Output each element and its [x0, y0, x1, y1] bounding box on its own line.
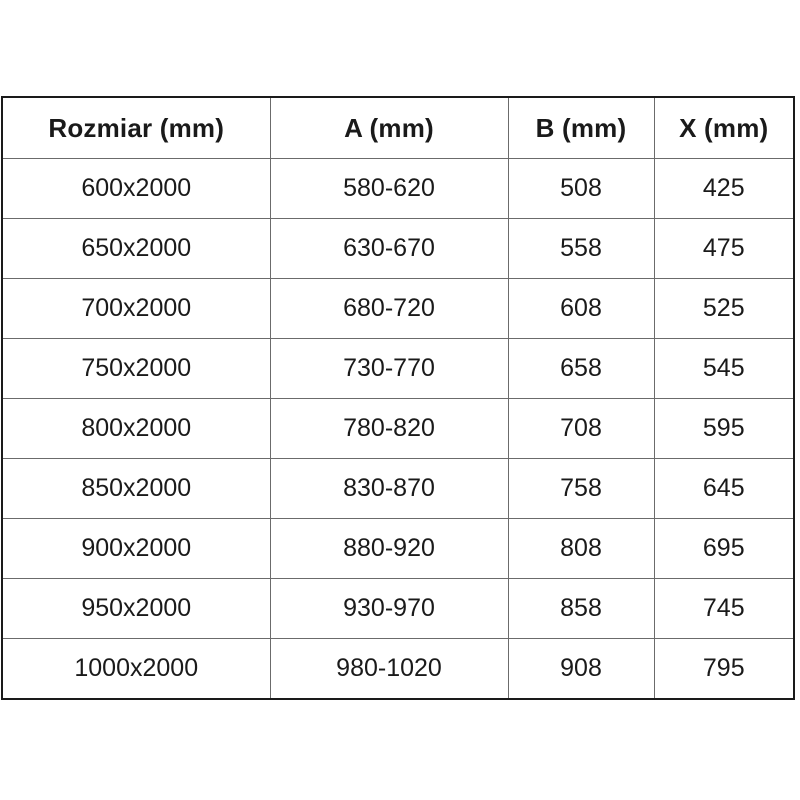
table-row: [2, 219, 794, 279]
table-cell: 880-920: [270, 519, 508, 579]
table-cell: 475: [654, 219, 794, 279]
table-cell: 1000x2000: [2, 639, 270, 700]
table-cell: 580-620: [270, 159, 508, 219]
table-row: [2, 639, 794, 700]
table-cell: 800x2000: [2, 399, 270, 459]
size-table-body: [2, 159, 794, 700]
table-cell: 695: [654, 519, 794, 579]
column-header: B (mm): [508, 97, 654, 159]
header-row: [2, 97, 794, 159]
table-cell: 980-1020: [270, 639, 508, 700]
size-table-header: [2, 97, 794, 159]
table-cell: 700x2000: [2, 279, 270, 339]
table-cell: 730-770: [270, 339, 508, 399]
column-header: Rozmiar (mm): [2, 97, 270, 159]
table-cell: 908: [508, 639, 654, 700]
table-cell: 930-970: [270, 579, 508, 639]
table-cell: 608: [508, 279, 654, 339]
table-row: [2, 519, 794, 579]
table-cell: 758: [508, 459, 654, 519]
table-cell: 830-870: [270, 459, 508, 519]
column-header: X (mm): [654, 97, 794, 159]
table-row: [2, 159, 794, 219]
table-cell: 645: [654, 459, 794, 519]
table-cell: 558: [508, 219, 654, 279]
table-cell: 425: [654, 159, 794, 219]
table-row: [2, 579, 794, 639]
table-row: [2, 279, 794, 339]
table-row: [2, 339, 794, 399]
table-cell: 650x2000: [2, 219, 270, 279]
table-cell: 795: [654, 639, 794, 700]
table-cell: 950x2000: [2, 579, 270, 639]
table-cell: 600x2000: [2, 159, 270, 219]
table-cell: 708: [508, 399, 654, 459]
table-cell: 745: [654, 579, 794, 639]
table-cell: 595: [654, 399, 794, 459]
table-cell: 900x2000: [2, 519, 270, 579]
table-cell: 545: [654, 339, 794, 399]
table-row: [2, 459, 794, 519]
table-cell: 680-720: [270, 279, 508, 339]
table-cell: 630-670: [270, 219, 508, 279]
table-cell: 658: [508, 339, 654, 399]
table-cell: 508: [508, 159, 654, 219]
table-cell: 858: [508, 579, 654, 639]
size-table: [1, 96, 795, 700]
table-cell: 780-820: [270, 399, 508, 459]
table-cell: 750x2000: [2, 339, 270, 399]
table-row: [2, 399, 794, 459]
table-cell: 850x2000: [2, 459, 270, 519]
table-cell: 808: [508, 519, 654, 579]
column-header: A (mm): [270, 97, 508, 159]
table-cell: 525: [654, 279, 794, 339]
